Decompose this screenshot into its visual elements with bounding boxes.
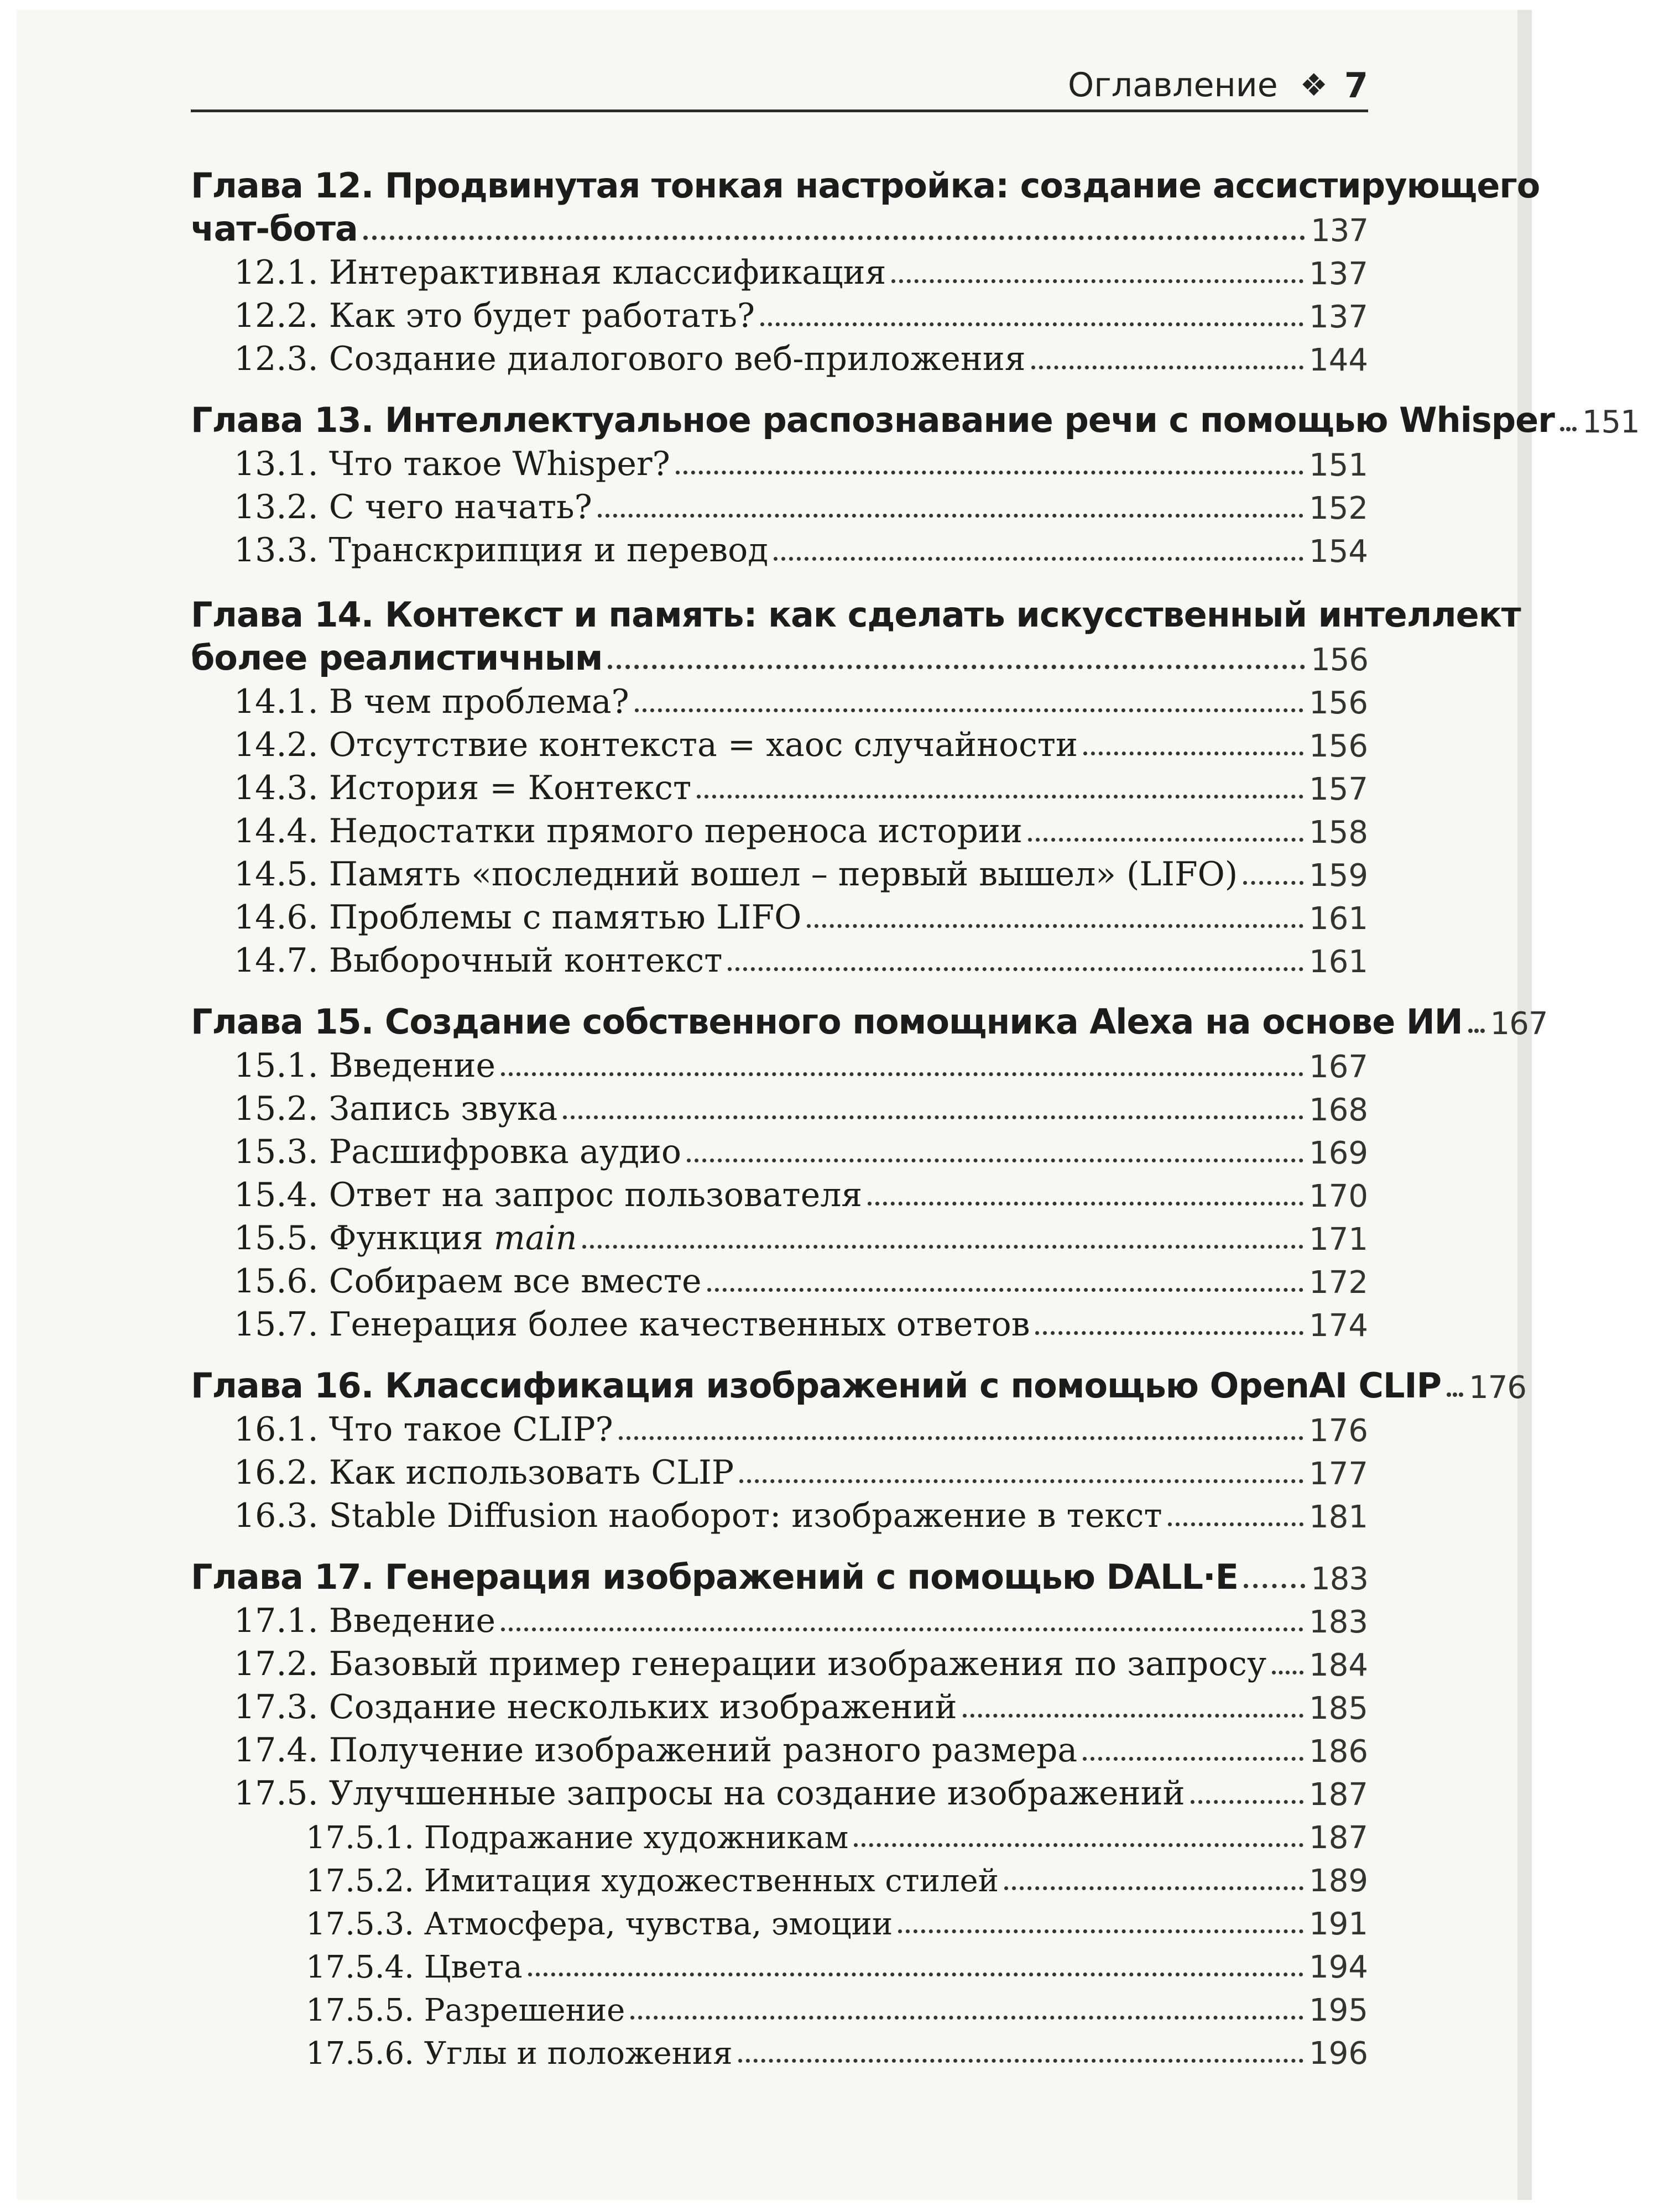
page-number: 7 — [1344, 65, 1368, 106]
entry-page-number: 183 — [1309, 1604, 1368, 1640]
entry-page-number: 158 — [1309, 815, 1368, 851]
dot-leader — [774, 557, 1303, 561]
dot-leader — [687, 1159, 1303, 1162]
dot-leader — [1004, 1886, 1303, 1890]
section-entry[interactable] — [191, 721, 1368, 764]
entry-label-italic: main — [483, 1219, 577, 1258]
entry-page-number: 144 — [1309, 342, 1368, 378]
entry-label: 15.3. Расшифровка аудио — [234, 1133, 682, 1171]
entry-label: чат-бота — [191, 208, 358, 249]
entry-page-number: 170 — [1309, 1178, 1368, 1214]
dot-leader — [739, 1479, 1303, 1483]
dot-leader — [807, 924, 1303, 928]
entry-page-number: 172 — [1309, 1265, 1368, 1301]
entry-page-number: 184 — [1309, 1647, 1368, 1683]
entry-page-number: 187 — [1309, 1820, 1368, 1856]
section-entry[interactable] — [191, 764, 1368, 807]
section-entry[interactable] — [191, 1640, 1368, 1683]
entry-label: 16.2. Как использовать CLIP — [234, 1453, 734, 1492]
dot-leader — [598, 514, 1303, 518]
entry-page-number: 194 — [1309, 1949, 1368, 1985]
entry-label: 15.7. Генерация более качественных ответов — [234, 1305, 1030, 1344]
section-entry[interactable] — [191, 483, 1368, 526]
subsection-entry[interactable] — [191, 1813, 1368, 1856]
entry-label: 17.4. Получение изображений разного размера — [234, 1731, 1078, 1770]
entry-label: Глава 17. Генерация изображений с помощью DALL·E — [191, 1557, 1238, 1597]
section-entry[interactable] — [191, 335, 1368, 378]
entry-label: 15.2. Запись звука — [234, 1089, 558, 1128]
entry-page-number: 196 — [1309, 2036, 1368, 2072]
entry-page-number: 159 — [1309, 858, 1368, 894]
entry-page-number: 168 — [1309, 1092, 1368, 1128]
entry-label: 15.6. Собираем все вместе — [234, 1262, 702, 1301]
chapter-title[interactable] — [191, 206, 1368, 249]
entry-label: Глава 15. Создание собственного помощника Alexa на основе ИИ — [191, 1001, 1463, 1042]
chapter-title[interactable] — [191, 397, 1640, 440]
entry-label: 14.2. Отсутствие контекста = хаос случайности — [234, 726, 1078, 764]
entry-page-number: 151 — [1582, 404, 1640, 440]
entry-page-number: 137 — [1309, 299, 1368, 335]
dot-leader — [563, 1115, 1303, 1119]
section-entry[interactable] — [191, 1683, 1368, 1726]
section-entry[interactable] — [191, 1726, 1368, 1770]
chapter-title[interactable] — [191, 999, 1548, 1042]
entry-page-number: 167 — [1490, 1006, 1548, 1042]
dot-leader — [363, 236, 1305, 240]
dot-leader — [854, 1843, 1303, 1847]
chapter-block — [191, 397, 1640, 440]
dot-leader — [635, 708, 1303, 712]
entry-label: 17.5.2. Имитация художественных стилей — [306, 1863, 999, 1899]
entry-label: 15.4. Ответ на запрос пользователя — [234, 1176, 863, 1214]
entry-label: 13.3. Транскрипция и перевод — [234, 531, 769, 570]
subsection-entry[interactable] — [191, 2028, 1368, 2072]
section-entry[interactable] — [191, 851, 1368, 894]
section-entry[interactable] — [191, 1406, 1368, 1449]
entry-label: 17.1. Введение — [234, 1601, 496, 1640]
entry-label: 17.3. Создание нескольких изображений — [234, 1688, 957, 1726]
entry-label: 17.5.3. Атмосфера, чувства, эмоции — [306, 1906, 893, 1942]
entry-label: 17.5.6. Углы и положения — [306, 2036, 733, 2072]
section-entry[interactable] — [191, 292, 1368, 335]
entry-label: 14.6. Проблемы с памятью LIFO — [234, 898, 802, 937]
entry-page-number: 156 — [1309, 685, 1368, 721]
dot-leader — [582, 1245, 1303, 1249]
dot-leader — [501, 1627, 1303, 1631]
entry-label: 14.5. Память «последний вошел – первый вышел» (LIFO) — [234, 855, 1238, 894]
dot-leader — [728, 967, 1303, 971]
entry-page-number: 185 — [1309, 1691, 1368, 1726]
entry-page-number: 176 — [1469, 1370, 1526, 1406]
entry-page-number: 181 — [1309, 1499, 1368, 1535]
section-entry[interactable] — [191, 526, 1368, 570]
dot-leader — [707, 1288, 1304, 1292]
dot-leader — [1243, 881, 1303, 885]
entry-page-number: 154 — [1309, 534, 1368, 570]
section-entry[interactable] — [191, 1770, 1368, 1813]
entry-label: 17.5. Улучшенные запросы на создание изображений — [234, 1774, 1185, 1813]
dot-leader — [608, 665, 1305, 669]
chapter-title[interactable] — [191, 1363, 1526, 1406]
section-entry[interactable] — [191, 1128, 1368, 1171]
dot-leader — [676, 471, 1303, 474]
entry-label: 13.1. Что такое Whisper? — [234, 445, 670, 483]
chapter-block — [191, 999, 1548, 1042]
chapter-block — [191, 588, 1521, 678]
dot-leader — [738, 2059, 1304, 2063]
dot-leader — [1083, 1757, 1303, 1761]
dot-leader — [1447, 1392, 1463, 1397]
dot-leader — [1560, 427, 1577, 431]
entry-page-number: 156 — [1311, 642, 1368, 678]
entry-label: 12.1. Интерактивная классификация — [234, 253, 886, 292]
entry-page-number: 137 — [1311, 213, 1368, 249]
page-header — [191, 61, 1368, 112]
dot-leader — [619, 1436, 1303, 1440]
entry-page-number: 156 — [1309, 728, 1368, 764]
entry-label: 15.1. Введение — [234, 1046, 496, 1085]
subsection-entry[interactable] — [191, 1856, 1368, 1899]
section-entry[interactable] — [191, 1085, 1368, 1128]
entry-page-number: 177 — [1309, 1456, 1368, 1492]
ornament-icon: ❖ — [1300, 67, 1328, 103]
dot-leader — [501, 1072, 1303, 1076]
entry-label: 14.3. История = Контекст — [234, 769, 692, 807]
subsection-entry[interactable] — [191, 1942, 1368, 1985]
chapter-title[interactable] — [191, 1554, 1368, 1597]
entry-label: 16.3. Stable Diffusion наоборот: изображение в текст — [234, 1496, 1162, 1535]
entry-label: 14.4. Недостатки прямого переноса истории — [234, 812, 1022, 851]
chapter-title[interactable] — [191, 635, 1368, 678]
entry-label: 16.1. Что такое CLIP? — [234, 1410, 613, 1449]
table-of-contents — [191, 159, 1640, 2072]
section-entry[interactable] — [191, 1214, 1368, 1258]
section-entry[interactable] — [191, 1301, 1368, 1344]
entry-page-number: 151 — [1309, 447, 1368, 483]
entry-page-number: 167 — [1309, 1049, 1368, 1085]
running-title: Оглавление — [1068, 66, 1278, 105]
dot-leader — [1168, 1522, 1303, 1526]
section-entry[interactable] — [191, 1597, 1368, 1640]
entry-label: Глава 13. Интеллектуальное распознавание речи с помощью Whisper — [191, 400, 1554, 440]
chapter-block — [191, 159, 1540, 249]
dot-leader — [1244, 1584, 1305, 1588]
section-entry[interactable] — [191, 1449, 1368, 1492]
section-entry[interactable] — [191, 1492, 1368, 1535]
subsection-entry[interactable] — [191, 1899, 1368, 1942]
entry-page-number: 176 — [1309, 1413, 1368, 1449]
dot-leader — [760, 322, 1303, 326]
entry-page-number: 137 — [1309, 256, 1368, 292]
entry-label: 12.3. Создание диалогового веб-приложения — [234, 340, 1026, 378]
entry-label: Глава 16. Классификация изображений с помощью OpenAI CLIP — [191, 1365, 1442, 1406]
section-entry[interactable] — [191, 1171, 1368, 1214]
entry-page-number: 187 — [1309, 1777, 1368, 1813]
entry-page-number: 157 — [1309, 771, 1368, 807]
section-entry[interactable] — [191, 894, 1368, 937]
dot-leader — [630, 2016, 1303, 2020]
subsection-entry[interactable] — [191, 1985, 1368, 2028]
section-entry[interactable] — [191, 249, 1368, 292]
book-page — [17, 10, 1640, 2200]
dot-leader — [1272, 1671, 1303, 1674]
entry-label: 12.2. Как это будет работать? — [234, 296, 755, 335]
section-entry[interactable] — [191, 807, 1368, 851]
entry-page-number: 161 — [1309, 901, 1368, 937]
entry-page-number: 152 — [1309, 491, 1368, 526]
chapter-block — [191, 1554, 1368, 1597]
entry-label: 17.5.4. Цвета — [306, 1949, 523, 1985]
dot-leader — [1083, 752, 1303, 755]
entry-label: более реалистичным — [191, 638, 603, 678]
entry-label: 17.5.1. Подражание художникам — [306, 1820, 849, 1856]
entry-label: 14.1. В чем проблема? — [234, 682, 629, 721]
chapter-title-line[interactable]: Глава 12. Продвинутая тонкая настройка: создание ассистирующего — [191, 165, 1540, 206]
section-entry[interactable] — [191, 440, 1368, 483]
entry-label: 17.2. Базовый пример генерации изображения по запросу — [234, 1645, 1267, 1683]
section-entry[interactable] — [191, 1042, 1368, 1085]
dot-leader — [528, 1973, 1304, 1976]
dot-leader — [1028, 838, 1303, 842]
dot-leader — [697, 795, 1303, 799]
dot-leader — [963, 1714, 1304, 1718]
entry-label: 13.2. С чего начать? — [234, 488, 592, 526]
section-entry[interactable] — [191, 678, 1368, 721]
entry-page-number: 195 — [1309, 1992, 1368, 2028]
chapter-block — [191, 1363, 1526, 1406]
dot-leader — [1191, 1800, 1304, 1804]
dot-leader — [868, 1202, 1303, 1206]
entry-label: 14.7. Выборочный контекст — [234, 941, 723, 980]
entry-page-number: 161 — [1309, 944, 1368, 980]
dot-leader — [1031, 366, 1303, 369]
entry-page-number: 189 — [1309, 1863, 1368, 1899]
entry-page-number: 191 — [1309, 1906, 1368, 1942]
chapter-title-line[interactable]: Глава 14. Контекст и память: как сделать искусственный интеллект — [191, 594, 1521, 635]
entry-page-number: 171 — [1309, 1222, 1368, 1258]
entry-page-number: 169 — [1309, 1135, 1368, 1171]
entry-page-number: 183 — [1311, 1561, 1368, 1597]
dot-leader — [891, 279, 1303, 283]
dot-leader — [1035, 1331, 1303, 1335]
section-entry[interactable] — [191, 937, 1368, 980]
entry-label: 15.5. Функция main — [234, 1219, 577, 1258]
entry-label: 17.5.5. Разрешение — [306, 1992, 625, 2028]
section-entry[interactable] — [191, 1258, 1368, 1301]
entry-page-number: 186 — [1309, 1734, 1368, 1770]
dot-leader — [898, 1929, 1303, 1933]
entry-page-number: 174 — [1309, 1308, 1368, 1344]
dot-leader — [1468, 1029, 1485, 1033]
